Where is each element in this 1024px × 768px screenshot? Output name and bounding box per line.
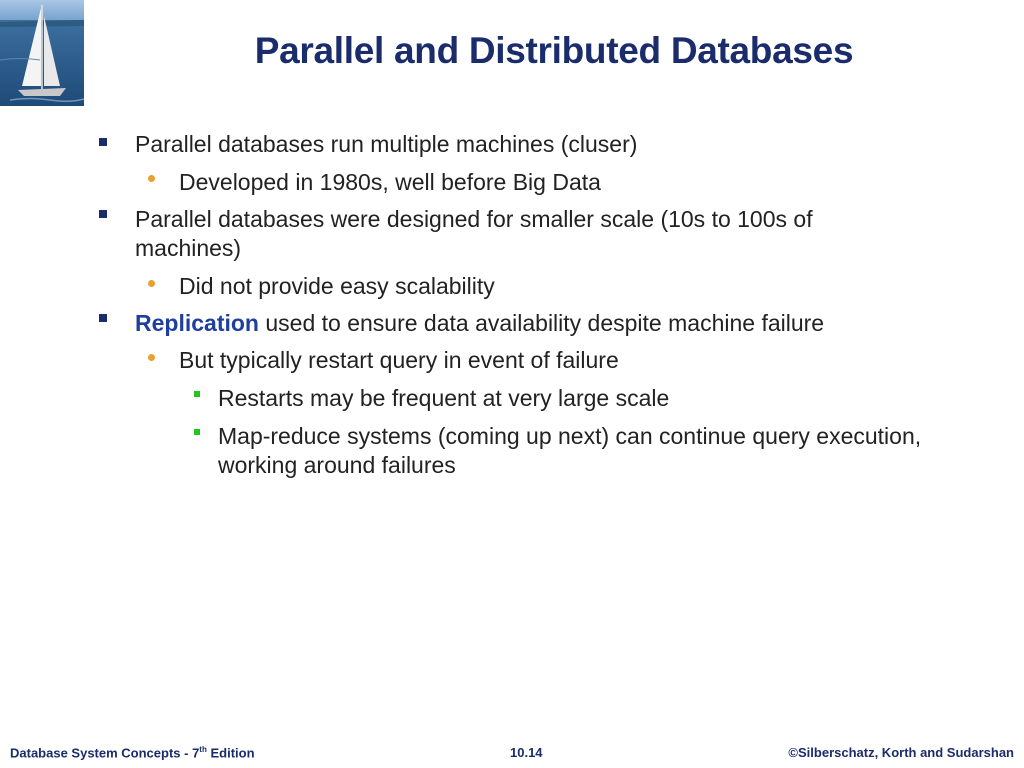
sub-bullet-text: Developed in 1980s, well before Big Data	[179, 169, 601, 195]
footer-edition-sup: th	[199, 745, 207, 754]
footer-copyright: ©Silberschatz, Korth and Sudarshan	[788, 745, 1014, 760]
footer-book-title: Database System Concepts - 7	[10, 745, 200, 761]
bullet-text: Parallel databases were designed for smaller scale (10s to 100s of	[135, 206, 813, 232]
square-bullet-icon	[99, 210, 107, 218]
square-bullet-icon	[99, 138, 107, 146]
sub-sub-bullet-text: Restarts may be frequent at very large scale	[218, 385, 670, 411]
highlight-term: Replication	[135, 310, 259, 336]
sub-sub-bullet-text-continued: working around failures	[218, 452, 456, 478]
round-bullet-icon	[148, 280, 155, 287]
slide-title: Parallel and Distributed Databases	[254, 30, 854, 71]
sub-bullet-text: Did not provide easy scalability	[179, 273, 495, 299]
square-bullet-icon	[194, 429, 200, 435]
slide-number: 10.14	[510, 745, 543, 760]
square-bullet-icon	[99, 314, 107, 322]
footer-left	[10, 745, 255, 760]
footer-edition: Edition	[206, 745, 255, 761]
square-bullet-icon	[194, 391, 200, 397]
bullet-text: Parallel databases run multiple machines (cluser)	[135, 131, 638, 157]
round-bullet-icon	[148, 354, 155, 361]
bullet-text-continued: machines)	[135, 235, 242, 261]
bullet-text	[135, 308, 824, 338]
sub-sub-bullet-text: Map-reduce systems (coming up next) can continue query execution,	[218, 423, 922, 449]
sub-bullet-text: But typically restart query in event of failure	[179, 347, 619, 373]
bullet-text-rest: used to ensure data availability despite machine failure	[258, 310, 825, 336]
round-bullet-icon	[148, 175, 155, 182]
